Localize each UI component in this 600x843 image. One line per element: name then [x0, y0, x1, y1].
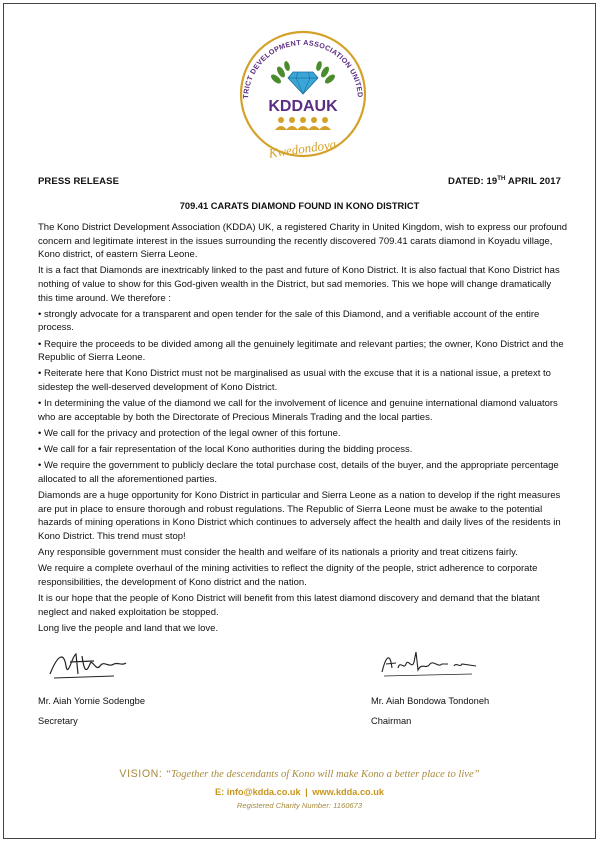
contact-line	[4, 787, 595, 797]
paragraph: It is our hope that the people of Kono District will benefit from this latest diamond discovery and demand that the blatant neglect and naked exploitation be stopped.	[38, 592, 540, 618]
header-row	[38, 176, 561, 187]
email-label: E:	[215, 787, 225, 797]
date-label	[448, 176, 561, 187]
paragraph: We require a complete overhaul of the mining activities to reflect the dignity of the people, strict adherence to corporate responsibilities, the development of Kono district and the nation.	[38, 563, 538, 588]
bullet-item: • In determining the value of the diamond we call for the involvement of licence and genuine international diamond valuators who are acceptable by both the Directorate of Precious Minerals Trading and the local parties.	[38, 398, 558, 423]
people-icon	[275, 117, 331, 130]
email-link[interactable]: info@kdda.co.uk	[226, 787, 301, 797]
date-suffix: APRIL 2017	[505, 176, 561, 188]
logo-motto: Kwedondoya	[267, 136, 338, 161]
logo-arc-text: TRICT DEVELOPMENT ASSOCIATION UNITED	[240, 37, 365, 100]
registration-number: Registered Charity Number: 1160673	[236, 801, 363, 810]
chairman-role: Chairman	[371, 716, 412, 726]
logo-emblem	[226, 16, 380, 170]
paragraph: It is a fact that Diamonds are inextricably linked to the past and future of Kono District. It is also factual that Kono District has nothing of value to show for this God-given wealth in the District, but sad memories. This we hope will change dramatically this time around. We therefore :	[38, 265, 560, 304]
bullet-item: • Reiterate here that Kono District must not be marginalised as usual with the excuse that it is a national issue, a pretext to sidestep the well-deserved development of Kono District.	[38, 368, 551, 393]
logo-acronym: KDDAUK	[268, 98, 338, 115]
paragraph: Long live the people and land that we love.	[38, 622, 219, 634]
secretary-role: Secretary	[38, 716, 78, 726]
paragraph: Diamonds are a huge opportunity for Kono District in particular and Sierra Leone as a nation to develop if the right measures are put in place to ensure thorough and robust regulations. The Republic of Sierra Leone must be awake to the potential hazards of mining operations in Kono District which continues to adversely affect the health and daily lives of the residents in Kono District. This trend must stop!	[38, 490, 561, 542]
chairman-signature	[376, 646, 486, 680]
chairman-block	[371, 696, 489, 726]
contact-separator: |	[305, 787, 308, 797]
chairman-name: Mr. Aiah Bondowa Tondoneh	[371, 696, 490, 706]
document-title: 709.41 CARATS DIAMOND FOUND IN KONO DISTRICT	[179, 201, 420, 211]
vision-statement	[4, 768, 595, 780]
vision-text: “Together the descendants of Kono will make Kono a better place to live”	[165, 769, 480, 780]
bullet-item: • We require the government to publicly declare the total purchase cost, details of the buyer, and the appropriate percentage allocated to all the aforementioned parties.	[38, 460, 559, 485]
secretary-block	[38, 696, 145, 726]
body-text	[38, 221, 568, 638]
press-release-label: PRESS RELEASE	[38, 176, 120, 187]
press-release-page	[3, 3, 596, 839]
paragraph: Any responsible government must consider the health and welfare of its nationals a priority and treat citizens fairly.	[38, 547, 518, 558]
website-link[interactable]: www.kdda.co.uk	[312, 787, 384, 797]
bullet-item: • Require the proceeds to be divided among all the genuinely legitimate and relevant parties; the owner, Kono District and the Republic of Sierra Leone.	[38, 338, 564, 364]
secretary-signature	[44, 644, 134, 684]
bullet-item: • strongly advocate for a transparent and open tender for the sale of this Diamond, and a verifiable account of the entire process.	[38, 308, 540, 334]
kddauk-logo	[226, 16, 380, 170]
date-prefix: DATED: 19	[448, 176, 498, 188]
secretary-name: Mr. Aiah Yornie Sodengbe	[38, 696, 145, 706]
date-superscript: TH	[497, 176, 506, 182]
diamond-icon	[288, 72, 318, 94]
paragraph: The Kono District Development Association (KDDA) UK, a registered Charity in United Kingdom, wish to express our profound concern and legitimate interest in the issues surrounding the recently discovered 709.41 carats diamond in Koyadu village, Kono district, of eastern Sierra Leone.	[38, 222, 568, 261]
vision-label: VISION:	[119, 768, 163, 780]
bullet-item: • We call for the privacy and protection of the legal owner of this fortune.	[38, 427, 341, 439]
bullet-item: • We call for a fair representation of the local Kono authorities during the bidding process.	[38, 444, 413, 456]
